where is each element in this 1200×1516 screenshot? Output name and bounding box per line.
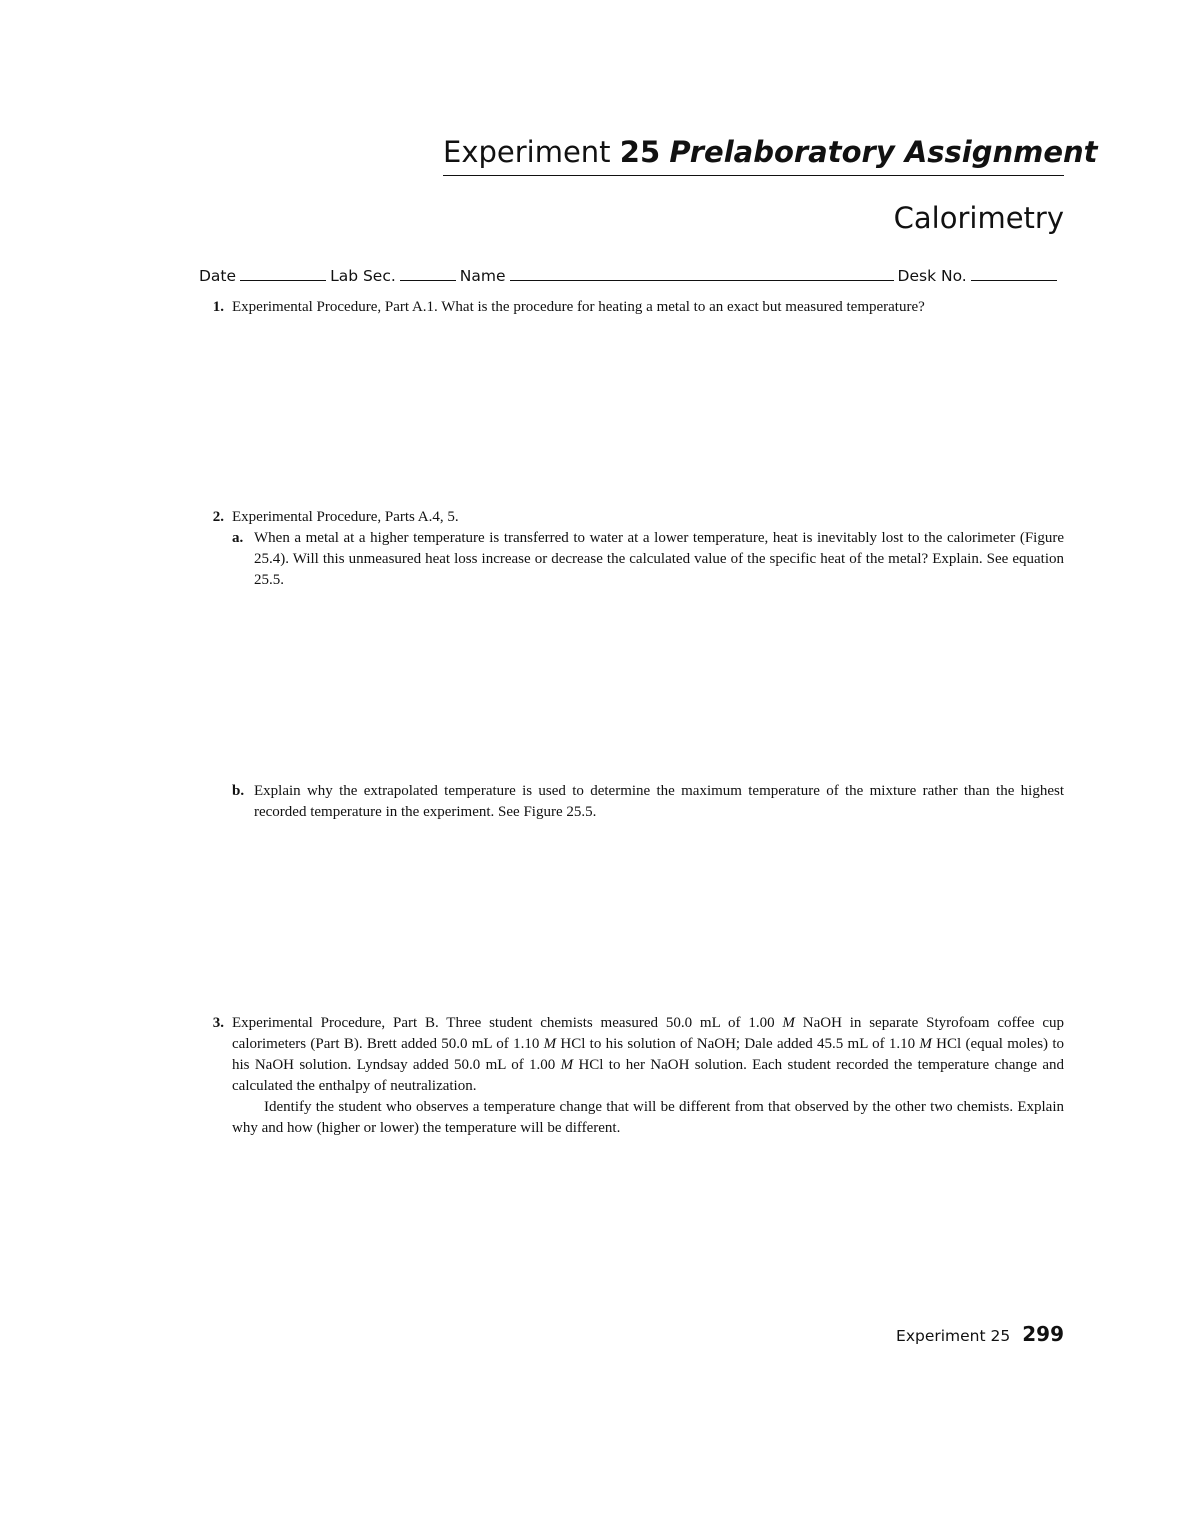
molarity-unit: M (543, 1036, 557, 1052)
footer-label: Experiment 25 (896, 1327, 1011, 1345)
lab-sec-field[interactable] (400, 262, 456, 281)
experiment-number: 25 (619, 135, 661, 169)
question-number: 3. (212, 1015, 224, 1031)
molarity-unit: M (560, 1057, 574, 1073)
text-segment: NaOH in separate Styrofoam coffee cup calorimeters (Part B). Brett added 50.0 mL of 1.10 (232, 1015, 1064, 1052)
page-subtitle: Calorimetry (893, 201, 1064, 235)
title-rule (443, 175, 1064, 176)
question-2b (232, 781, 1064, 823)
sub-question-letter: b. (232, 783, 245, 799)
text-segment: HCl to her NaOH solution. Each student recorded the temperature change and calculated the enthalpy of neutralization. (232, 1057, 1064, 1094)
name-label: Name (459, 267, 506, 285)
title-prefix: Experiment (443, 135, 611, 169)
text-segment: HCl to his solution of NaOH; Dale added 45.5 mL of 1.10 (556, 1036, 920, 1052)
sub-question-text: When a metal at a higher temperature is transferred to water at a lower temperature, heat is inevitably lost to the calorimeter (Figure 25.4). Will this unmeasured heat loss increase or decrease the calculated value of the specific heat of the metal? Explain. See equation 25.5. (254, 530, 1064, 588)
molarity-unit: M (919, 1036, 932, 1052)
lab-sec-label: Lab Sec. (330, 267, 396, 285)
date-label: Date (199, 267, 237, 285)
name-field[interactable] (510, 262, 894, 281)
text-segment: HCl (equal moles) to his NaOH solution. Lyndsay added 50.0 mL of 1.00 (232, 1036, 1064, 1073)
question-1 (200, 297, 1070, 318)
question-number: 1. (212, 299, 224, 315)
desk-no-label: Desk No. (897, 267, 967, 285)
molarity-unit: M (782, 1015, 795, 1031)
question-text: Experimental Procedure, Parts A.4, 5. (232, 509, 459, 525)
page-number: 299 (1022, 1322, 1064, 1346)
sub-question-text: Explain why the extrapolated temperature is used to determine the maximum temperature of the mixture rather than the highest recorded temperature in the experiment. See Figure 25.5. (254, 783, 1064, 820)
title-suffix: Prelaboratory Assignment (669, 135, 1098, 169)
question-number: 2. (212, 509, 224, 525)
question-3 (200, 1013, 1064, 1139)
date-field[interactable] (240, 262, 326, 281)
page-footer (800, 1322, 1064, 1346)
question-paragraph-2: Identify the student who observes a temperature change that will be different from that observed by the other two chemists. Explain why and how (higher or lower) the temperature will be different. (232, 1099, 1064, 1136)
page-title (443, 132, 1098, 172)
question-text: Experimental Procedure, Part A.1. What is the procedure for heating a metal to an exact but measured temperature? (232, 299, 925, 315)
question-2 (200, 507, 1064, 528)
student-info-line (199, 262, 1065, 288)
sub-question-letter: a. (232, 530, 244, 546)
question-text (232, 1013, 1064, 1139)
question-paragraph-1 (232, 1013, 1064, 1097)
question-2a (232, 528, 1064, 591)
text-segment: Experimental Procedure, Part B. Three student chemists measured 50.0 mL of 1.00 (232, 1015, 783, 1031)
desk-no-field[interactable] (971, 262, 1057, 281)
